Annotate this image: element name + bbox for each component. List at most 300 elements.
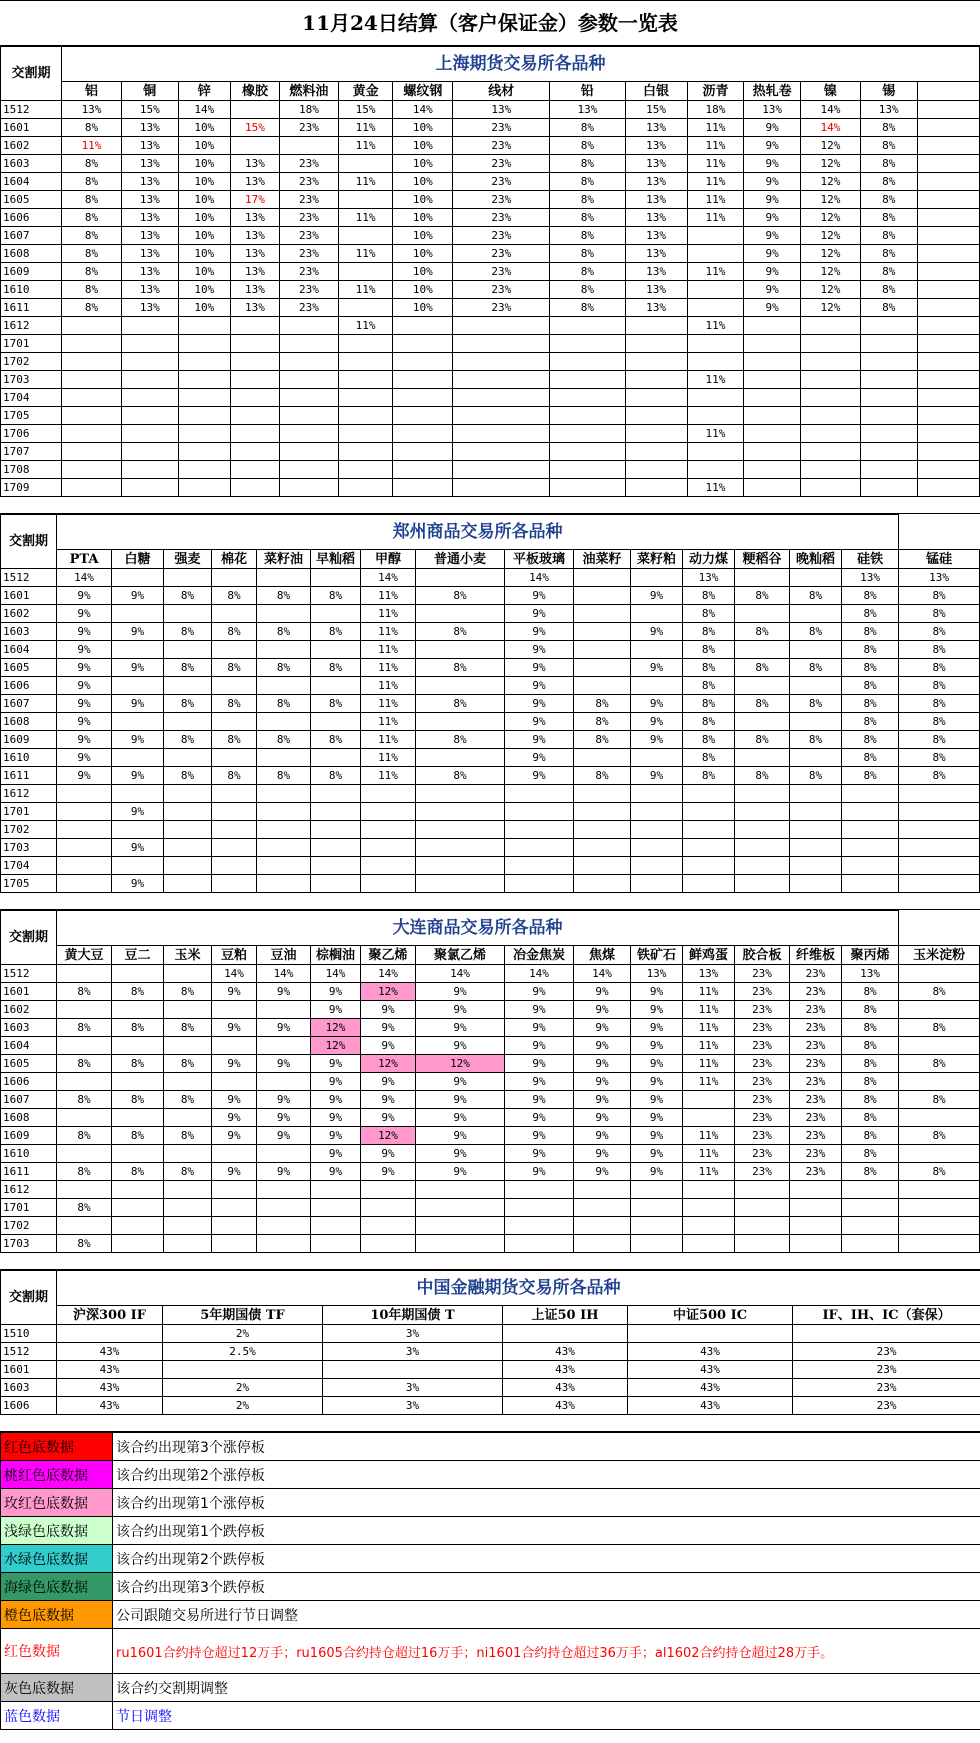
margin-cell xyxy=(178,335,230,353)
margin-cell xyxy=(361,875,416,893)
margin-cell: 8% xyxy=(899,731,980,749)
margin-cell xyxy=(112,1181,164,1199)
margin-cell: 9% xyxy=(361,1019,416,1037)
margin-cell xyxy=(361,803,416,821)
margin-cell: 10% xyxy=(393,245,453,263)
margin-cell: 11% xyxy=(361,623,416,641)
margin-cell: 9% xyxy=(212,1019,257,1037)
table-row xyxy=(1,407,980,425)
margin-cell: 9% xyxy=(574,1163,631,1181)
margin-cell: 9% xyxy=(416,1163,505,1181)
margin-cell: 23% xyxy=(453,155,550,173)
margin-cell: 9% xyxy=(257,1109,311,1127)
margin-cell: 9% xyxy=(505,641,574,659)
margin-cell xyxy=(453,479,550,497)
margin-cell: 8% xyxy=(212,623,257,641)
product-header: 棕榈油 xyxy=(311,946,361,965)
margin-cell: 8% xyxy=(257,623,311,641)
product-header: 硅铁 xyxy=(842,550,899,569)
table-row xyxy=(1,767,980,785)
margin-cell: 13% xyxy=(230,209,279,227)
margin-cell xyxy=(631,1199,683,1217)
margin-cell xyxy=(917,155,979,173)
table-row xyxy=(1,335,980,353)
margin-cell xyxy=(338,407,393,425)
margin-cell: 9% xyxy=(112,839,164,857)
margin-cell xyxy=(212,569,257,587)
margin-cell xyxy=(683,1181,735,1199)
margin-cell xyxy=(112,605,164,623)
margin-cell: 8% xyxy=(550,119,625,137)
margin-cell xyxy=(453,389,550,407)
margin-cell xyxy=(121,371,178,389)
margin-cell xyxy=(62,317,122,335)
margin-cell: 23% xyxy=(790,1145,842,1163)
margin-cell: 8% xyxy=(212,767,257,785)
margin-cell: 9% xyxy=(311,1163,361,1181)
margin-cell: 2% xyxy=(163,1379,323,1397)
product-header: 10年期国债 T xyxy=(323,1306,503,1325)
table-row xyxy=(1,353,980,371)
legend-swatch-label: 桃红色底数据 xyxy=(1,1461,113,1489)
margin-cell: 23% xyxy=(735,1073,790,1091)
margin-cell xyxy=(62,335,122,353)
margin-cell: 9% xyxy=(57,605,112,623)
margin-cell: 9% xyxy=(361,1145,416,1163)
margin-cell xyxy=(416,569,505,587)
margin-cell: 8% xyxy=(112,1127,164,1145)
margin-cell: 23% xyxy=(453,281,550,299)
margin-cell: 9% xyxy=(574,1037,631,1055)
margin-cell xyxy=(57,965,112,983)
product-header: 螺纹钢 xyxy=(393,82,453,101)
margin-cell xyxy=(550,443,625,461)
margin-cell: 10% xyxy=(178,119,230,137)
margin-cell: 23% xyxy=(735,1037,790,1055)
margin-cell xyxy=(790,749,842,767)
margin-cell: 8% xyxy=(842,767,899,785)
margin-cell xyxy=(212,677,257,695)
margin-cell: 8% xyxy=(842,1127,899,1145)
margin-cell: 9% xyxy=(574,1091,631,1109)
margin-cell xyxy=(311,713,361,731)
margin-cell: 13% xyxy=(625,245,687,263)
delivery-period: 1512 xyxy=(1,569,57,587)
margin-cell: 13% xyxy=(625,137,687,155)
margin-cell xyxy=(917,137,979,155)
margin-cell: 9% xyxy=(505,695,574,713)
margin-cell: 14% xyxy=(393,101,453,119)
margin-cell xyxy=(631,749,683,767)
margin-cell: 8% xyxy=(212,587,257,605)
margin-cell xyxy=(744,335,801,353)
margin-cell xyxy=(112,1217,164,1235)
margin-cell: 10% xyxy=(393,191,453,209)
margin-cell: 9% xyxy=(744,299,801,317)
margin-cell: 8% xyxy=(842,677,899,695)
table-row xyxy=(1,821,980,839)
margin-cell: 9% xyxy=(257,1127,311,1145)
margin-cell: 8% xyxy=(790,587,842,605)
margin-cell: 14% xyxy=(257,965,311,983)
margin-cell xyxy=(416,1235,505,1253)
margin-cell xyxy=(280,137,339,155)
margin-cell: 8% xyxy=(550,245,625,263)
margin-cell: 11% xyxy=(687,119,744,137)
margin-cell: 9% xyxy=(57,677,112,695)
legend-description: 该合约出现第3个跌停板 xyxy=(113,1573,980,1601)
margin-cell xyxy=(800,353,860,371)
margin-cell xyxy=(917,173,979,191)
margin-cell: 23% xyxy=(790,1163,842,1181)
margin-cell xyxy=(121,425,178,443)
margin-cell xyxy=(257,821,311,839)
margin-cell: 12% xyxy=(361,1055,416,1073)
exchange-header-row xyxy=(1,47,980,82)
margin-cell: 8% xyxy=(899,1163,980,1181)
margin-cell: 14% xyxy=(57,569,112,587)
margin-table xyxy=(0,514,980,893)
delivery-period: 1603 xyxy=(1,1379,57,1397)
margin-cell xyxy=(361,1181,416,1199)
margin-cell xyxy=(361,857,416,875)
margin-cell xyxy=(574,821,631,839)
margin-cell: 9% xyxy=(311,1091,361,1109)
margin-cell xyxy=(257,605,311,623)
margin-cell: 8% xyxy=(112,1055,164,1073)
legend-row xyxy=(1,1601,980,1629)
margin-cell: 10% xyxy=(393,263,453,281)
margin-cell xyxy=(416,875,505,893)
margin-cell: 9% xyxy=(505,767,574,785)
product-header-row xyxy=(1,946,980,965)
margin-cell xyxy=(230,101,279,119)
delivery-period: 1602 xyxy=(1,1001,57,1019)
margin-cell: 9% xyxy=(57,767,112,785)
margin-cell xyxy=(625,317,687,335)
margin-cell xyxy=(393,461,453,479)
margin-cell xyxy=(917,335,979,353)
margin-cell: 9% xyxy=(574,1019,631,1037)
delivery-period: 1603 xyxy=(1,1019,57,1037)
margin-cell: 13% xyxy=(550,101,625,119)
margin-cell: 11% xyxy=(361,641,416,659)
margin-cell xyxy=(393,425,453,443)
margin-cell xyxy=(800,479,860,497)
margin-cell xyxy=(453,335,550,353)
margin-cell: 11% xyxy=(361,659,416,677)
table-row xyxy=(1,1361,980,1379)
margin-cell: 9% xyxy=(112,659,164,677)
margin-cell: 9% xyxy=(744,119,801,137)
period-header: 交割期 xyxy=(1,47,62,101)
margin-cell xyxy=(735,569,790,587)
margin-cell xyxy=(625,443,687,461)
table-row xyxy=(1,965,980,983)
margin-cell xyxy=(311,857,361,875)
margin-cell: 9% xyxy=(505,587,574,605)
margin-cell xyxy=(842,803,899,821)
delivery-period: 1606 xyxy=(1,1397,57,1415)
margin-cell xyxy=(842,1235,899,1253)
margin-cell xyxy=(574,677,631,695)
margin-cell: 17% xyxy=(230,191,279,209)
product-header: 锰硅 xyxy=(899,550,980,569)
margin-cell: 11% xyxy=(338,245,393,263)
margin-cell: 8% xyxy=(574,695,631,713)
legend-row xyxy=(1,1433,980,1461)
table-row xyxy=(1,623,980,641)
margin-cell xyxy=(687,461,744,479)
delivery-period: 1612 xyxy=(1,317,62,335)
margin-cell: 8% xyxy=(550,155,625,173)
margin-cell xyxy=(683,1091,735,1109)
product-header: 铝 xyxy=(62,82,122,101)
delivery-period: 1602 xyxy=(1,137,62,155)
margin-cell xyxy=(416,857,505,875)
legend-swatch-label: 海绿色底数据 xyxy=(1,1573,113,1601)
margin-cell: 12% xyxy=(800,227,860,245)
table-row xyxy=(1,1217,980,1235)
margin-table xyxy=(0,1270,980,1415)
margin-cell: 10% xyxy=(178,173,230,191)
margin-cell: 10% xyxy=(178,245,230,263)
table-row xyxy=(1,641,980,659)
margin-cell: 8% xyxy=(899,749,980,767)
delivery-period: 1610 xyxy=(1,749,57,767)
margin-cell xyxy=(687,407,744,425)
margin-cell: 8% xyxy=(842,623,899,641)
margin-cell xyxy=(744,371,801,389)
margin-cell xyxy=(178,353,230,371)
margin-cell: 9% xyxy=(311,1109,361,1127)
margin-cell: 9% xyxy=(505,1037,574,1055)
margin-cell: 11% xyxy=(683,1037,735,1055)
margin-cell: 8% xyxy=(683,605,735,623)
margin-cell xyxy=(917,479,979,497)
margin-cell xyxy=(687,299,744,317)
legend-row xyxy=(1,1461,980,1489)
margin-cell: 23% xyxy=(735,1055,790,1073)
margin-cell: 43% xyxy=(503,1379,628,1397)
margin-cell xyxy=(574,1181,631,1199)
margin-cell xyxy=(338,155,393,173)
margin-cell xyxy=(164,965,212,983)
margin-cell xyxy=(842,1181,899,1199)
margin-cell xyxy=(416,821,505,839)
margin-cell xyxy=(917,227,979,245)
product-header-row xyxy=(1,1306,980,1325)
legend-description: 该合约出现第3个涨停板 xyxy=(113,1433,980,1461)
margin-cell: 8% xyxy=(112,983,164,1001)
margin-cell xyxy=(361,1217,416,1235)
margin-cell: 8% xyxy=(860,299,917,317)
table-row xyxy=(1,875,980,893)
table-row xyxy=(1,479,980,497)
margin-cell: 13% xyxy=(230,299,279,317)
margin-cell xyxy=(280,407,339,425)
margin-cell: 9% xyxy=(212,1163,257,1181)
margin-cell: 9% xyxy=(57,641,112,659)
legend-row xyxy=(1,1517,980,1545)
margin-cell xyxy=(631,677,683,695)
exchange-name: 大连商品交易所各品种 xyxy=(57,911,899,946)
margin-cell: 9% xyxy=(257,1091,311,1109)
product-header: 豆二 xyxy=(112,946,164,965)
margin-cell xyxy=(164,641,212,659)
margin-cell xyxy=(860,317,917,335)
margin-cell: 8% xyxy=(842,1109,899,1127)
margin-cell: 9% xyxy=(744,137,801,155)
margin-cell xyxy=(800,335,860,353)
margin-cell: 8% xyxy=(683,677,735,695)
margin-cell: 8% xyxy=(860,209,917,227)
margin-cell: 9% xyxy=(311,1145,361,1163)
margin-cell: 9% xyxy=(112,767,164,785)
margin-cell: 8% xyxy=(683,767,735,785)
margin-cell xyxy=(164,605,212,623)
margin-cell: 9% xyxy=(505,749,574,767)
product-header: 燃料油 xyxy=(280,82,339,101)
margin-cell: 9% xyxy=(57,749,112,767)
margin-cell: 9% xyxy=(57,623,112,641)
margin-cell xyxy=(178,425,230,443)
margin-cell: 8% xyxy=(790,659,842,677)
delivery-period: 1612 xyxy=(1,785,57,803)
delivery-period: 1601 xyxy=(1,1361,57,1379)
margin-cell xyxy=(393,407,453,425)
margin-cell xyxy=(744,389,801,407)
margin-cell: 9% xyxy=(212,1109,257,1127)
margin-cell: 9% xyxy=(416,1145,505,1163)
margin-cell xyxy=(311,875,361,893)
table-row xyxy=(1,1055,980,1073)
margin-cell: 15% xyxy=(230,119,279,137)
margin-cell: 9% xyxy=(744,191,801,209)
margin-cell xyxy=(212,749,257,767)
margin-cell xyxy=(416,605,505,623)
delivery-period: 1608 xyxy=(1,245,62,263)
margin-cell: 14% xyxy=(416,965,505,983)
margin-cell xyxy=(800,425,860,443)
table-row xyxy=(1,1235,980,1253)
margin-cell xyxy=(121,389,178,407)
period-header: 交割期 xyxy=(1,1271,57,1325)
margin-cell: 43% xyxy=(57,1343,163,1361)
margin-cell: 8% xyxy=(899,1091,980,1109)
legend-description: 该合约交割期调整 xyxy=(113,1674,980,1702)
margin-cell: 11% xyxy=(338,173,393,191)
margin-cell: 13% xyxy=(230,173,279,191)
exchange-header-row xyxy=(1,911,980,946)
margin-cell xyxy=(257,785,311,803)
margin-cell xyxy=(212,605,257,623)
margin-cell xyxy=(230,407,279,425)
margin-cell xyxy=(257,677,311,695)
margin-cell: 8% xyxy=(899,983,980,1001)
margin-cell: 8% xyxy=(683,641,735,659)
margin-cell xyxy=(687,335,744,353)
margin-cell xyxy=(280,461,339,479)
margin-cell: 8% xyxy=(842,695,899,713)
margin-cell xyxy=(178,461,230,479)
margin-cell: 11% xyxy=(338,137,393,155)
legend-swatch-label: 橙色底数据 xyxy=(1,1601,113,1629)
margin-cell xyxy=(574,839,631,857)
margin-cell: 8% xyxy=(57,1091,112,1109)
table-row xyxy=(1,1181,980,1199)
margin-cell: 18% xyxy=(687,101,744,119)
margin-cell xyxy=(574,1235,631,1253)
margin-cell xyxy=(338,191,393,209)
margin-cell xyxy=(505,803,574,821)
margin-cell xyxy=(505,1235,574,1253)
margin-cell xyxy=(230,389,279,407)
margin-cell xyxy=(735,1181,790,1199)
product-header: 晚籼稻 xyxy=(790,550,842,569)
margin-cell: 13% xyxy=(121,263,178,281)
margin-cell xyxy=(257,1199,311,1217)
delivery-period: 1609 xyxy=(1,1127,57,1145)
margin-cell xyxy=(860,371,917,389)
margin-cell: 23% xyxy=(280,227,339,245)
margin-cell xyxy=(178,371,230,389)
margin-cell: 8% xyxy=(416,587,505,605)
product-header xyxy=(917,82,979,101)
margin-cell: 13% xyxy=(842,569,899,587)
table-row xyxy=(1,137,980,155)
margin-table xyxy=(0,910,980,1253)
delivery-period: 1704 xyxy=(1,389,62,407)
product-header: 白糖 xyxy=(112,550,164,569)
margin-cell xyxy=(393,479,453,497)
legend-row xyxy=(1,1573,980,1601)
margin-cell xyxy=(112,713,164,731)
margin-cell xyxy=(57,1037,112,1055)
margin-cell xyxy=(230,443,279,461)
delivery-period: 1512 xyxy=(1,101,62,119)
margin-cell: 9% xyxy=(257,1019,311,1037)
margin-cell xyxy=(683,875,735,893)
margin-cell xyxy=(550,335,625,353)
margin-cell: 11% xyxy=(687,173,744,191)
margin-cell: 8% xyxy=(164,1163,212,1181)
margin-cell xyxy=(361,839,416,857)
margin-cell: 9% xyxy=(416,1127,505,1145)
margin-cell: 8% xyxy=(311,767,361,785)
margin-cell: 8% xyxy=(164,983,212,1001)
table-row xyxy=(1,263,980,281)
margin-cell xyxy=(735,677,790,695)
margin-cell xyxy=(212,1217,257,1235)
margin-cell xyxy=(338,335,393,353)
margin-cell: 13% xyxy=(625,299,687,317)
margin-cell: 8% xyxy=(899,1055,980,1073)
margin-cell: 13% xyxy=(121,173,178,191)
product-header: 菜籽粕 xyxy=(631,550,683,569)
margin-cell xyxy=(280,425,339,443)
margin-cell xyxy=(860,335,917,353)
margin-cell xyxy=(212,1235,257,1253)
margin-cell: 3% xyxy=(323,1325,503,1343)
margin-cell: 9% xyxy=(57,731,112,749)
table-row xyxy=(1,1001,980,1019)
margin-cell: 12% xyxy=(800,155,860,173)
margin-cell: 9% xyxy=(505,623,574,641)
cffex-section xyxy=(0,1270,980,1415)
margin-cell xyxy=(323,1361,503,1379)
margin-cell xyxy=(164,1073,212,1091)
